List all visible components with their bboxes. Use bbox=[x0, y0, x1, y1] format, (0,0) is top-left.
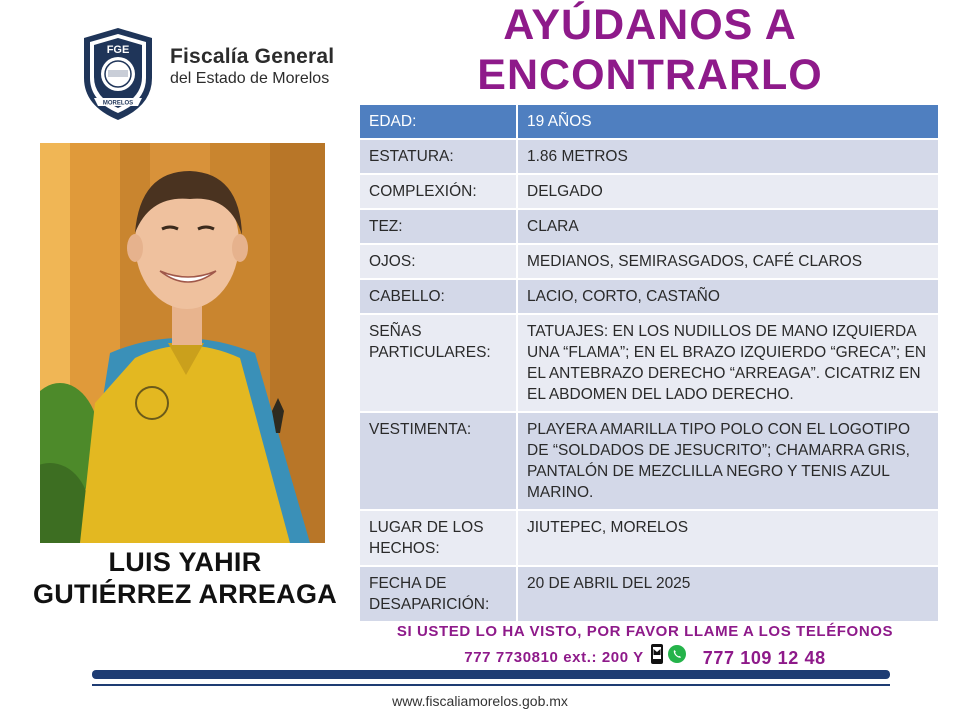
details-value: DELGADO bbox=[517, 174, 939, 209]
phone-number-2: 777 109 12 48 bbox=[702, 647, 826, 668]
details-value: MEDIANOS, SEMIRASGADOS, CAFÉ CLAROS bbox=[517, 244, 939, 279]
details-label: OJOS: bbox=[359, 244, 517, 279]
person-name-line-2: GUTIÉRREZ ARREAGA bbox=[32, 579, 338, 609]
contact-block bbox=[365, 621, 925, 672]
details-label: ESTATURA: bbox=[359, 139, 517, 174]
fge-shield-logo bbox=[80, 26, 156, 122]
mobile-phone-icon bbox=[650, 643, 664, 672]
details-value: JIUTEPEC, MORELOS bbox=[517, 510, 939, 566]
website-link[interactable]: www.fiscaliamorelos.gob.mx bbox=[392, 693, 568, 709]
person-name-line-1: LUIS YAHIR bbox=[108, 547, 262, 577]
details-row-build bbox=[359, 174, 939, 209]
headline-line-2: ENCONTRARLO bbox=[477, 51, 823, 99]
organization-block bbox=[170, 44, 334, 88]
details-row-hair bbox=[359, 279, 939, 314]
whatsapp-icon bbox=[667, 644, 687, 671]
details-label: LUGAR DE LOS HECHOS: bbox=[359, 510, 517, 566]
details-row-marks bbox=[359, 314, 939, 412]
contact-line-1: SI USTED LO HA VISTO, POR FAVOR LLAME A LOS TELÉFONOS bbox=[396, 623, 894, 640]
details-value: PLAYERA AMARILLA TIPO POLO CON EL LOGOTIPO DE “SOLDADOS DE JESUCRITO”; CHAMARRA GRIS, PANTALÓN DE MEZCLILLA NEGRO Y TENIS AZUL MARINO. bbox=[517, 412, 939, 510]
details-label: TEZ: bbox=[359, 209, 517, 244]
details-label: VESTIMENTA: bbox=[359, 412, 517, 510]
details-label: CABELLO: bbox=[359, 279, 517, 314]
person-details-table bbox=[358, 103, 940, 623]
details-row-height bbox=[359, 139, 939, 174]
organization-subtitle: del Estado de Morelos bbox=[170, 70, 330, 88]
details-value: CLARA bbox=[517, 209, 939, 244]
details-label: FECHA DE DESAPARICIÓN: bbox=[359, 566, 517, 622]
details-label: SEÑAS PARTICULARES: bbox=[359, 314, 517, 412]
logo-badge-text: FGE bbox=[106, 44, 130, 56]
details-row-complexion bbox=[359, 209, 939, 244]
details-row-eyes bbox=[359, 244, 939, 279]
phone-number-1: 777 7730810 ext.: 200 Y bbox=[464, 648, 644, 666]
details-value: 1.86 METROS bbox=[517, 139, 939, 174]
details-row-age bbox=[359, 104, 939, 139]
details-value: 19 AÑOS bbox=[517, 104, 939, 139]
details-value: TATUAJES: EN LOS NUDILLOS DE MANO IZQUIERDA UNA “FLAMA”; EN EL BRAZO IZQUIERDO “GRECA”; EN EL ANTEBRAZO DERECHO “ARREAGA”. CICATRIZ EN EL ABDOMEN DEL LADO DERECHO. bbox=[517, 314, 939, 412]
footer-divider-thin bbox=[92, 684, 890, 686]
details-row-date bbox=[359, 566, 939, 622]
organization-name: Fiscalía General bbox=[170, 45, 335, 68]
details-label: EDAD: bbox=[359, 104, 517, 139]
missing-person-photo bbox=[40, 143, 325, 543]
details-value: 20 DE ABRIL DEL 2025 bbox=[517, 566, 939, 622]
details-value: LACIO, CORTO, CASTAÑO bbox=[517, 279, 939, 314]
details-row-location bbox=[359, 510, 939, 566]
headline bbox=[360, 0, 940, 100]
footer-divider-thick bbox=[92, 670, 890, 679]
headline-line-1: AYÚDANOS A bbox=[503, 1, 797, 49]
contact-line-2 bbox=[365, 643, 925, 672]
missing-person-name bbox=[20, 546, 350, 610]
details-label: COMPLEXIÓN: bbox=[359, 174, 517, 209]
details-row-clothing bbox=[359, 412, 939, 510]
logo-ribbon-text: MORELOS bbox=[102, 100, 134, 107]
